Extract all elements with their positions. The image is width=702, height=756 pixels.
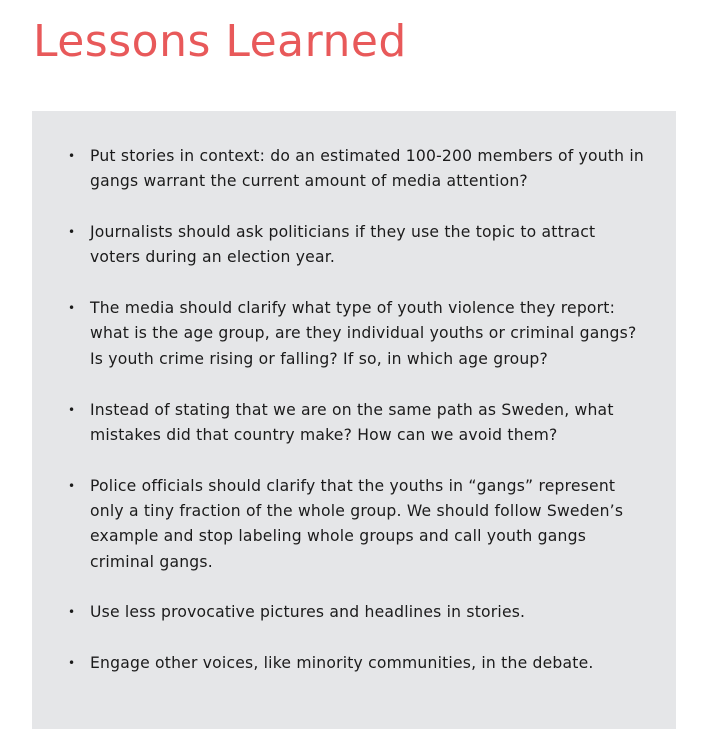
bullet-icon: • (68, 149, 76, 163)
lesson-text: Put stories in context: do an estimated 100-200 members of youth in gangs warrant the current amount of media attention? (90, 147, 644, 191)
lesson-text: Police officials should clarify that the youths in “gangs” represent only a tiny fraction of the whole group. We should follow Sweden’s example and stop labeling whole groups and call youth gangs criminal gangs. (90, 476, 624, 571)
lesson-text: The media should clarify what type of youth violence they report: what is the age group, are they individual youths or criminal gangs? Is youth crime rising or falling? If so, in which age group? (90, 299, 637, 368)
list-item (32, 220, 646, 271)
lessons-panel (32, 111, 676, 729)
list-item (32, 651, 646, 676)
list-item (32, 296, 646, 372)
list-item (32, 600, 646, 625)
lesson-text: Instead of stating that we are on the same path as Sweden, what mistakes did that country make? How can we avoid them? (90, 400, 614, 444)
list-item (32, 398, 646, 449)
lessons-list (32, 144, 646, 676)
page-title: Lessons Learned (33, 16, 407, 67)
bullet-icon: • (68, 402, 76, 417)
bullet-icon: • (68, 225, 76, 240)
bullet-icon: • (68, 301, 76, 316)
list-item (32, 474, 646, 575)
bullet-icon: • (68, 478, 76, 493)
lesson-text: Use less provocative pictures and headlines in stories. (90, 603, 526, 622)
bullet-icon: • (68, 656, 76, 671)
lesson-text: Journalists should ask politicians if they use the topic to attract voters during an election year. (90, 223, 596, 267)
list-item (32, 144, 646, 195)
bullet-icon: • (68, 605, 76, 620)
lesson-text: Engage other voices, like minority communities, in the debate. (90, 654, 594, 673)
